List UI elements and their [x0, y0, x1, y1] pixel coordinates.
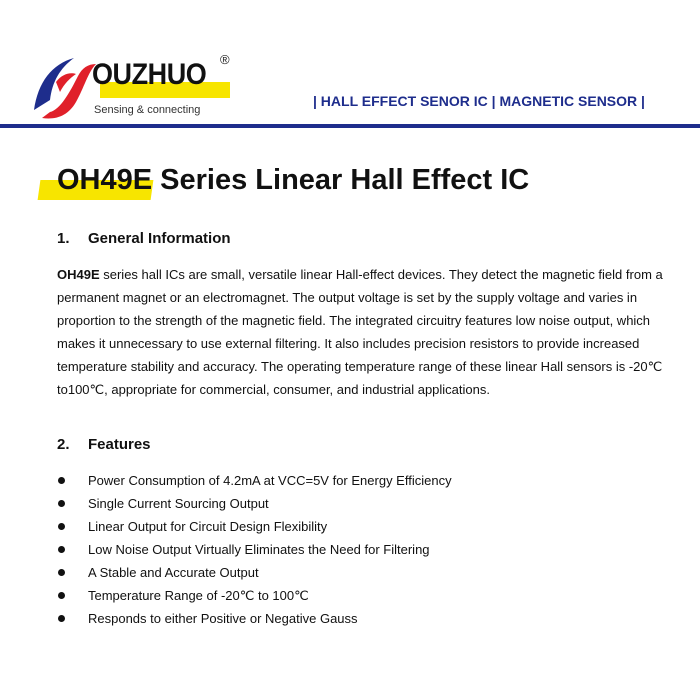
bullet-icon	[58, 615, 65, 622]
bullet-icon	[58, 569, 65, 576]
bullet-icon	[58, 500, 65, 507]
paragraph-body: series hall ICs are small, versatile linear Hall-effect devices. They detect the magnetic field from a permanent magnet or an electromagnet. The output voltage is set by the supply voltage and varies in proportion to the strength of the magnetic field. The integrated circuitry features low noise output, which makes it unnecessary to use external filtering. It also includes precision resistors to provide increased temperature stability and accuracy. The operating temperature range of these linear Hall sensors is -20℃ to100℃, appropriate for commercial, consumer, and industrial applications.	[57, 267, 663, 397]
section-number: 1.	[57, 230, 70, 247]
features-list	[57, 469, 452, 630]
list-item	[57, 584, 452, 607]
list-item-text: A Stable and Accurate Output	[88, 565, 259, 580]
logo-swoosh-icon	[30, 52, 100, 122]
list-item-text: Responds to either Positive or Negative Gauss	[88, 611, 358, 626]
title-rest: Series Linear Hall Effect IC	[152, 164, 530, 196]
list-item-text: Single Current Sourcing Output	[88, 496, 269, 511]
title-model: OH49E	[57, 164, 153, 196]
bullet-icon	[58, 477, 65, 484]
section-title: Features	[88, 436, 151, 453]
list-item	[57, 538, 452, 561]
section-heading-features	[57, 436, 151, 453]
header-divider	[0, 124, 700, 128]
model-name: OH49E	[57, 267, 100, 282]
list-item-text: Power Consumption of 4.2mA at VCC=5V for Energy Efficiency	[88, 473, 452, 488]
header-tagline: | HALL EFFECT SENOR IC | MAGNETIC SENSOR |	[313, 93, 645, 109]
bullet-icon	[58, 546, 65, 553]
section-number: 2.	[57, 436, 70, 453]
general-information-paragraph	[57, 263, 679, 401]
list-item	[57, 492, 452, 515]
ouzhuo-logo	[30, 52, 240, 122]
list-item	[57, 515, 452, 538]
bullet-icon	[58, 592, 65, 599]
list-item-text: Low Noise Output Virtually Eliminates the Need for Filtering	[88, 542, 430, 557]
logo-brand: OUZHUO	[92, 58, 207, 91]
list-item	[57, 561, 452, 584]
page-title	[57, 164, 529, 197]
logo-tagline: Sensing & connecting	[94, 104, 201, 116]
list-item-text: Temperature Range of -20℃ to 100℃	[88, 588, 309, 603]
section-heading-general	[57, 230, 231, 247]
list-item-text: Linear Output for Circuit Design Flexibility	[88, 519, 328, 534]
list-item	[57, 469, 452, 492]
list-item	[57, 607, 452, 630]
registered-mark: ®	[220, 52, 230, 67]
bullet-icon	[58, 523, 65, 530]
section-title: General Information	[88, 230, 231, 247]
